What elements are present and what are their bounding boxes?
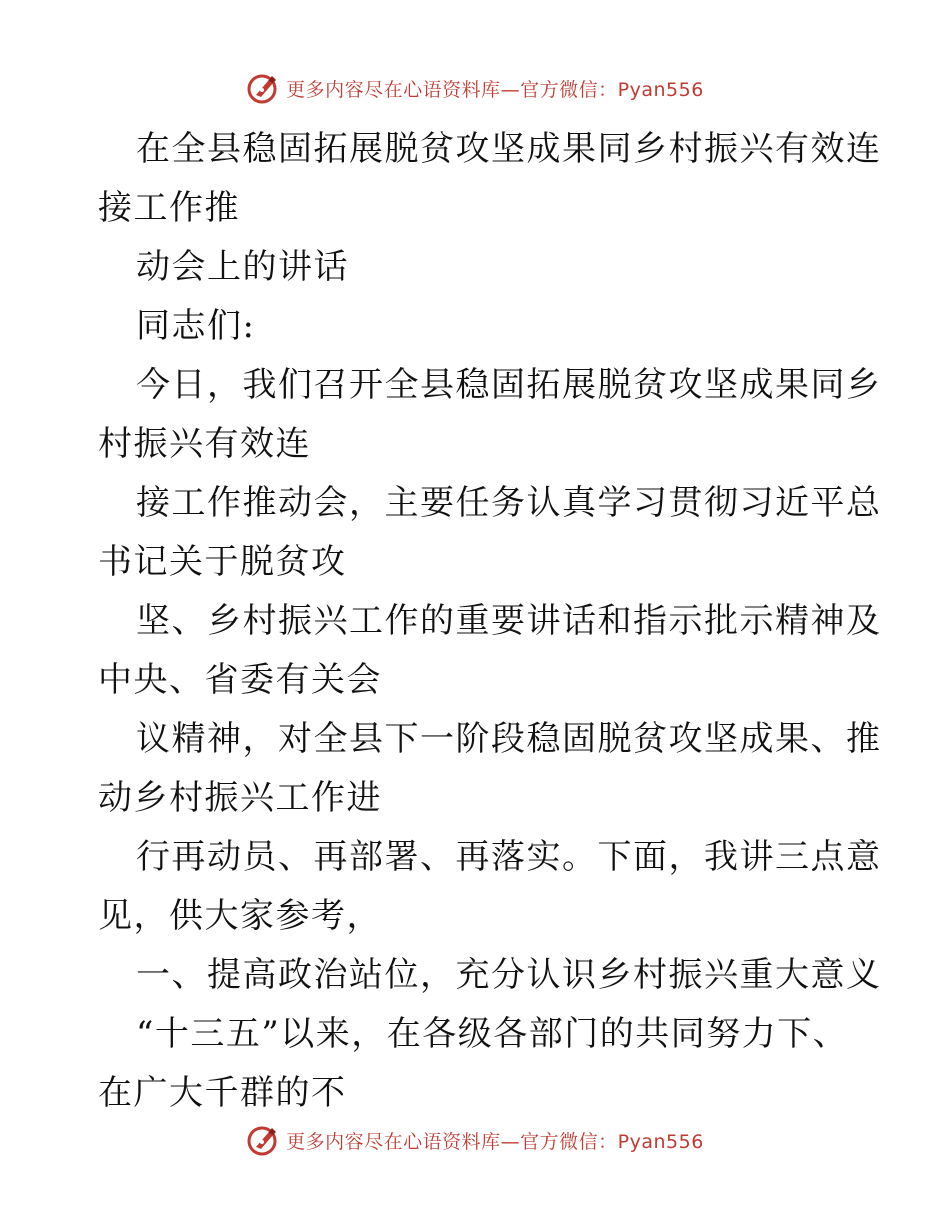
text-line: 书记关于脱贫攻: [98, 542, 347, 582]
text-line: 接工作推动会，主要任务认真学习贯彻习近平总: [136, 483, 882, 523]
header-banner: [0, 70, 950, 106]
footer-banner-text: 更多内容尽在心语资料库—官方微信：Pyan556: [286, 1130, 704, 1153]
text-line: 今日，我们召开全县稳固拓展脱贫攻坚成果同乡: [136, 365, 882, 405]
pen-nib-logo-icon: [246, 71, 280, 105]
text-line: 动乡村振兴工作进: [98, 778, 382, 818]
text-line: 在全县稳固拓展脱贫攻坚成果同乡村振兴有效连: [136, 129, 882, 169]
pen-nib-logo-icon: [246, 1123, 280, 1157]
text-line: 村振兴有效连: [98, 424, 311, 464]
text-line: 同志们:: [136, 306, 256, 346]
text-line: 坚、乡村振兴工作的重要讲话和指示批示精神及: [136, 601, 882, 641]
text-line: 议精神，对全县下一阶段稳固脱贫攻坚成果、推: [136, 719, 882, 759]
text-line: 见，供大家参考，: [98, 896, 382, 936]
header-banner-text: 更多内容尽在心语资料库—官方微信：Pyan556: [286, 78, 704, 101]
text-line: 在广大千群的不: [98, 1073, 347, 1113]
section-heading: 一、提高政治站位，充分认识乡村振兴重大意义: [136, 955, 882, 995]
text-line: “十三五”以来，在各级各部门的共同努力下、: [136, 1014, 849, 1054]
footer-banner: [0, 1122, 950, 1158]
text-line: 动会上的讲话: [136, 247, 349, 287]
document-body: [98, 120, 882, 1123]
text-line: 行再动员、再部署、再落实。下面，我讲三点意: [136, 837, 882, 877]
text-line: 中央、省委有关会: [98, 660, 382, 700]
text-line: 接工作推: [98, 188, 240, 228]
